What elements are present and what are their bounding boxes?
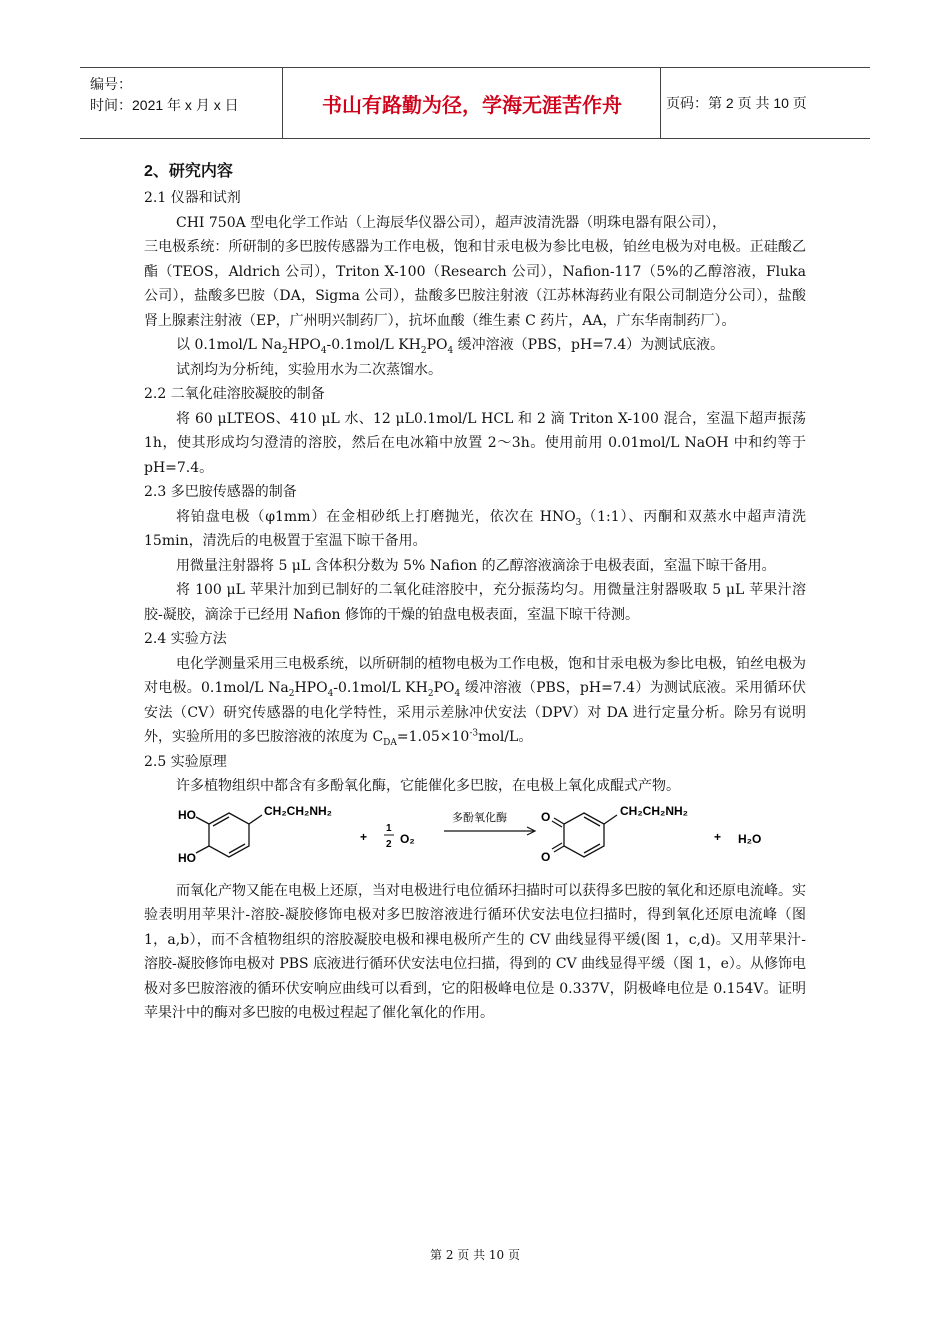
document-body [144,158,806,1026]
page-header [80,67,870,139]
ho-top-label: HO [178,807,196,822]
subsection-title: 2.4 实验方法 [144,631,227,647]
paragraph: 用微量注射器将 5 μL 含体积分数为 5% Nafion 的乙醇溶液滴涂于电极表面，室温下晾干备用。 [176,557,776,574]
paragraph: 将 60 μLTEOS、410 μL 水、12 μL0.1mol/L HCL 和 2 滴 Triton X-100 混合，室温下超声振荡 1h，使其形成均匀澄清的溶胶，然后在电冰箱中放置 2～3h。使用前用 0.01mol/L NaOH 中和约等于 pH=7.4。 [144,410,806,476]
paragraph: 以 0.1mol/L $Na_2HPO_4-0.1mol/L$ $KH_2PO_4$ 缓冲溶液（PBS，pH=7.4）为测试底液。 [176,337,725,356]
enzyme-label: 多酚氧化酶 [452,811,507,824]
chain-right-label: CH₂CH₂NH₂ [620,803,688,818]
reaction-scheme [144,801,806,873]
subsection-title: 2.5 实验原理 [144,753,227,770]
header-motto: 书山有路勤为径，学海无涯苦作舟 [322,94,622,117]
oxygen-label: O₂ [400,831,415,846]
subsection-title: 2.2 二氧化硅溶胶凝胶的制备 [144,386,325,402]
subsection-title: 2.1 仪器和试剂 [144,190,241,206]
paragraph: 将铂盘电极（φ1mm）在金相砂纸上打磨抛光，依次在 $HNO_3(1:1)$、丙酮和双蒸水中超声清洗 15min，清洗后的电极置于室温下晾干备用。 [144,508,806,549]
page-footer: 第 2 页 共 10 页 [430,1248,520,1262]
header-meta [90,74,239,116]
oxo-bottom-label: O [541,849,551,864]
ho-bottom-label: HO [178,850,196,865]
dopamine-ring-shape [196,813,262,857]
document-number-label: 编号： [90,76,132,92]
quinone-ring-shape [552,813,617,857]
paragraph: CHI 750A 型电化学工作站（上海辰华仪器公司），超声波清洗器（明珠电器有限公司）， [176,214,727,231]
paragraph: 将 100 μL 苹果汁加到已制好的二氧化硅溶胶中，充分振荡均匀。用微量注射器吸取 5 μL 苹果汁溶胶-凝胶，滴涂于已经用 Nafion 修饰的干燥的铂盘电极表面，室温下晾干待测。 [144,582,806,623]
paragraph: 许多植物组织中都含有多酚氧化酶，它能催化多巴胺，在电极上氧化成醌式产物。 [176,778,680,794]
water-label: H₂O [738,831,762,846]
header-divider [282,68,283,138]
paragraph: 三电极系统：所研制的多巴胺传感器为工作电极，饱和甘汞电极为参比电极，铂丝电极为对电极。正硅酸乙酯（TEOS，Aldrich 公司），Triton X-100（Research 公司），Nafion-117（5%的乙醇溶液，Fluka 公司），盐酸多巴胺（DA，Sigma 公司），盐酸多巴胺注射液（江苏林海药业有限公司制造分公司），盐酸肾上腺素注射液（EP，广州明兴制药厂），抗坏血酸（维生素 C 药片，AA，广东华南制药厂）。 [144,239,806,329]
document-date-label: 时间：2021 年 x 月 x 日 [90,97,239,113]
section-title: 2、研究内容 [144,163,233,180]
paragraph: 而氧化产物又能在电极上还原，当对电极进行电位循环扫描时可以获得多巴胺的氧化和还原电流峰。实验表明用苹果汁-溶胶-凝胶修饰电极对多巴胺溶液进行循环伏安法电位扫描时，得到氧化还原电流峰（图 1，a,b），而不含植物组织的溶胶凝胶电极和裸电极所产生的 CV 曲线显得平缓(图 1，c,d)。又用苹果汁-溶胶-凝胶修饰电极对 PBS 底液进行循环伏安法电位扫描，得到的 CV 曲线显得平缓（图 1，e）。从修饰电极对多巴胺溶液的循环伏安响应曲线可以看到，它的阳极峰电位是 0.337V，阴极峰电位是 0.154V。证明苹果汁中的酶对多巴胺的电极过程起了催化氧化的作用。 [144,882,806,1021]
chain-left-label: CH₂CH₂NH₂ [264,803,332,818]
fraction-numerator: 1 [386,822,392,834]
header-divider [660,68,661,138]
plus-sign: + [360,829,368,844]
fraction-denominator: 2 [386,838,392,850]
subsection-title: 2.3 多巴胺传感器的制备 [144,484,297,500]
header-page-number: 页码：第 2 页 共 10 页 [666,95,807,111]
paragraph: 电化学测量采用三电极系统，以所研制的植物电极为工作电极，饱和甘汞电极为参比电极，铂丝电极为对电极。0.1mol/L $Na_2HPO_4-0.1mol/L$ $KH_2PO_4$ 缓冲溶液（PBS，pH=7.4）为测试底液。采用循环伏安法（CV）研究传感器的电化学特性，采用示差脉冲伏安法（DPV）对 DA 进行定量分析。除另有说明外，实验所用的多巴胺溶液的浓度为 $C_{DA}=1.05\times 10^{-3}mol/L$。 [144,655,806,748]
paragraph: 试剂均为分析纯，实验用水为二次蒸馏水。 [176,361,442,378]
plus-sign: + [714,829,722,844]
oxo-top-label: O [541,809,551,824]
